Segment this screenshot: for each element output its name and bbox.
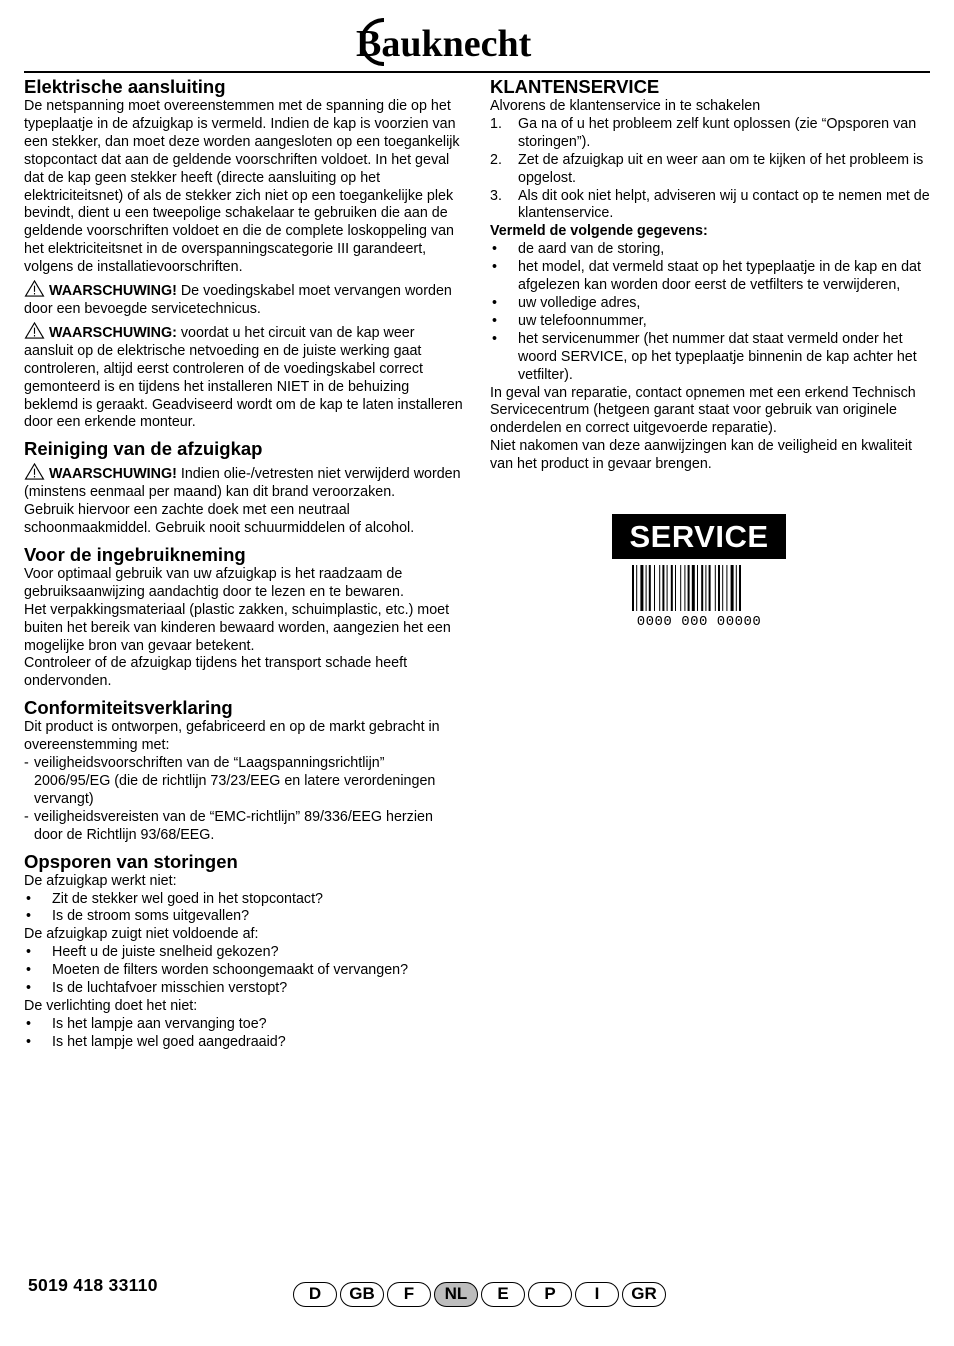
trouble-group-2: De afzuigkap zuigt niet voldoende af: — [24, 926, 259, 943]
barcode-bar — [692, 565, 695, 611]
barcode-bar — [718, 565, 720, 611]
barcode-bar — [715, 565, 716, 611]
warning-label: WAARSCHUWING: — [49, 324, 177, 341]
section-cleaning — [24, 438, 464, 538]
service-box: SERVICE — [612, 514, 786, 559]
service-details-list — [490, 241, 930, 384]
barcode-bar — [726, 565, 727, 611]
left-column — [24, 76, 464, 1052]
warning-label: WAARSCHUWING! — [49, 283, 177, 300]
barcode-bar — [684, 565, 685, 611]
barcode-icon — [632, 565, 766, 611]
language-tab-nl[interactable]: NL — [434, 1282, 478, 1307]
barcode-bar — [680, 565, 681, 611]
before-use-p1: Voor optimaal gebruik van uw afzuigkap is het raadzaam de gebruiksaanwijzing aandachtig door te lezen en te bewaren. — [24, 565, 404, 600]
before-use-p2: Het verpakkingsmateriaal (plastic zakken, schuimplastic, etc.) moet buiten het bereik van kinderen bewaard worden, aangezien het een mogelijke bron van gevaar betekent. — [24, 601, 451, 654]
heading-customer-service: KLANTENSERVICE — [490, 76, 660, 97]
language-tab-e[interactable]: E — [481, 1282, 525, 1307]
barcode-bar — [705, 565, 706, 611]
language-tab-f[interactable]: F — [387, 1282, 431, 1307]
list-item: • het model, dat vermeld staat op het typeplaatje in de kap en dat afgelezen kan worden door eerst de vetfilters te verwijderen, — [492, 259, 921, 294]
warning-text: voordat u het circuit van de kap weer aansluit op de elektrische netvoeding en de juiste werking gaat controleren, altijd eerst controleren of de voedingskabel correct gemonteerd is en tijdens het installeren NIET in de behuizing beklemd is geraakt. Geadviseerd wordt om de kap te laten installeren door een erkende monteur. — [24, 324, 463, 431]
warning-icon — [24, 322, 45, 339]
right-column — [490, 76, 930, 474]
barcode-bar — [697, 565, 698, 611]
trouble-group-3: De verlichting doet het niet: — [24, 997, 198, 1014]
list-item: 3. Als dit ook niet helpt, adviseren wij u contact op te nemen met de klantenservice. — [490, 187, 930, 222]
heading-cleaning: Reiniging van de afzuigkap — [24, 438, 263, 460]
electrical-body: De netspanning moet overeenstemmen met de spanning die op het typeplaatje in de afzuigkap is vermeld. Indien de kap is voorzien van een stekker, dan moet deze worden aangesloten op een toegankelijk stopcontact dat aan de geldende voorschriften voldoet. In het geval dat de kap geen stekker heeft (directe aansluiting op het elektriciteitsnet) of als de stekker zich niet op een toegankelijke plek bevindt, dient u een tweepolige schakelaar te gebruiken die aan de geldende voorschriften voldoet en die de complete loskoppeling van het elektriciteitsnet in de overspanningscategorie III garandeert, volgens de installatievoorschriften. — [24, 98, 460, 276]
trouble-list-2 — [24, 944, 464, 998]
electrical-warning-2 — [24, 322, 464, 432]
barcode-bar — [709, 565, 711, 611]
barcode-bar — [649, 565, 651, 611]
conformity-intro: Dit product is ontworpen, gefabriceerd en op de markt gebracht in overeenstemming met: — [24, 719, 440, 754]
section-conformity — [24, 697, 464, 844]
barcode-bar — [688, 565, 690, 611]
bauknecht-logo-icon — [340, 14, 554, 68]
barcode-bar — [632, 565, 634, 611]
barcode-bar — [659, 565, 660, 611]
barcode-bar — [731, 565, 734, 611]
bauknecht-logo — [340, 14, 554, 68]
cleaning-body: Gebruik hiervoor een zachte doek met een neutraal schoonmaakmiddel. Gebruik nooit schuurmiddelen of alcohol. — [24, 502, 415, 537]
list-item: • het servicenummer (het nummer dat staat vermeld onder het woord SERVICE, op het typeplaatje binnenin de kap achter het vetfilter). — [492, 330, 917, 383]
electrical-warning-1 — [24, 280, 464, 319]
trouble-list-1 — [24, 891, 464, 927]
list-item: • Heeft u de juiste snelheid gekozen? — [26, 944, 279, 961]
barcode-bar — [662, 565, 664, 611]
heading-troubleshooting: Opsporen van storingen — [24, 850, 238, 872]
list-item: • de aard van de storing, — [492, 241, 665, 258]
list-item: 1. Ga na of u het probleem zelf kunt oplossen (zie “Opsporen van storingen”). — [490, 115, 917, 150]
section-before-use — [24, 544, 464, 691]
language-selector — [293, 1282, 666, 1307]
service-subheading: Vermeld de volgende gegevens: — [490, 223, 708, 240]
barcode-bar — [736, 565, 737, 611]
list-item: • Is het lampje aan vervanging toe? — [26, 1015, 267, 1032]
service-repair-text: In geval van reparatie, contact opnemen met een erkend Technisch Servicecentrum (hetgeen garant staat voor gebruik van originele onderdelen en correct uitgevoerde reparatie). — [490, 384, 916, 437]
trouble-group-1: De afzuigkap werkt niet: — [24, 872, 177, 889]
language-tab-i[interactable]: I — [575, 1282, 619, 1307]
list-item: - veiligheidsvoorschriften van de “Laagspanningsrichtlijn” 2006/95/EG (die de richtlijn 73/23/EEG en latere verordeningen vervangt) — [24, 755, 436, 807]
list-item: • Is het lampje wel goed aangedraaid? — [26, 1033, 286, 1050]
barcode-bar — [640, 565, 643, 611]
barcode-bar — [646, 565, 647, 611]
heading-conformity: Conformiteitsverklaring — [24, 697, 233, 719]
barcode-bar — [675, 565, 676, 611]
heading-electrical: Elektrische aansluiting — [24, 76, 226, 97]
barcode-bar — [654, 565, 655, 611]
conformity-list — [24, 755, 464, 845]
warning-text: De voedingskabel moet vervangen worden door een bevoegde servicetechnicus. — [24, 283, 452, 317]
barcode-bar — [667, 565, 668, 611]
warning-text: Indien olie-/vetresten niet verwijderd worden (minstens eenmaal per maand) kan dit brand veroorzaken. — [24, 466, 461, 501]
service-label — [612, 514, 786, 630]
barcode-number: 0000 000 00000 — [636, 614, 762, 630]
section-troubleshooting — [24, 851, 464, 1052]
service-safety-text: Niet nakomen van deze aanwijzingen kan de veiligheid en kwaliteit van het product in gevaar brengen. — [490, 438, 913, 473]
language-tab-d[interactable]: D — [293, 1282, 337, 1307]
service-intro: Alvorens de klantenservice in te schakelen — [490, 98, 761, 114]
list-item: • Zit de stekker wel goed in het stopcontact? — [26, 890, 323, 907]
barcode-bar — [671, 565, 673, 611]
barcode-bar — [636, 565, 637, 611]
before-use-p3: Controleer of de afzuigkap tijdens het transport schade heeft ondervonden. — [24, 655, 408, 690]
list-item: • uw telefoonnummer, — [492, 312, 647, 329]
cleaning-warning — [24, 463, 464, 502]
barcode-bar — [739, 565, 741, 611]
section-electrical — [24, 76, 464, 432]
warning-icon — [24, 280, 45, 297]
barcode-bar — [701, 565, 703, 611]
list-item: • Is de luchtafvoer misschien verstopt? — [26, 980, 288, 997]
list-item: • Moeten de filters worden schoongemaakt of vervangen? — [26, 962, 409, 979]
list-item: - veiligheidsvereisten van de “EMC-richtlijn” 89/336/EEG herzien door de Richtlijn 93/68/EEG. — [24, 808, 433, 843]
list-item: • uw volledige adres, — [492, 294, 641, 311]
service-steps — [490, 116, 930, 223]
heading-before-use: Voor de ingebruikneming — [24, 543, 246, 565]
header-rule — [24, 71, 930, 73]
barcode-bar — [722, 565, 723, 611]
warning-label: WAARSCHUWING! — [49, 466, 177, 483]
language-tab-p[interactable]: P — [528, 1282, 572, 1307]
list-item: • Is de stroom soms uitgevallen? — [26, 908, 250, 925]
language-tab-gb[interactable]: GB — [340, 1282, 384, 1307]
brand-name: Bauknecht — [356, 23, 532, 65]
warning-icon — [24, 463, 45, 480]
part-number: 5019 418 33110 — [28, 1275, 158, 1295]
language-tab-gr[interactable]: GR — [622, 1282, 666, 1307]
trouble-list-3 — [24, 1016, 464, 1052]
list-item: 2. Zet de afzuigkap uit en weer aan om te kijken of het probleem is opgelost. — [490, 151, 924, 186]
